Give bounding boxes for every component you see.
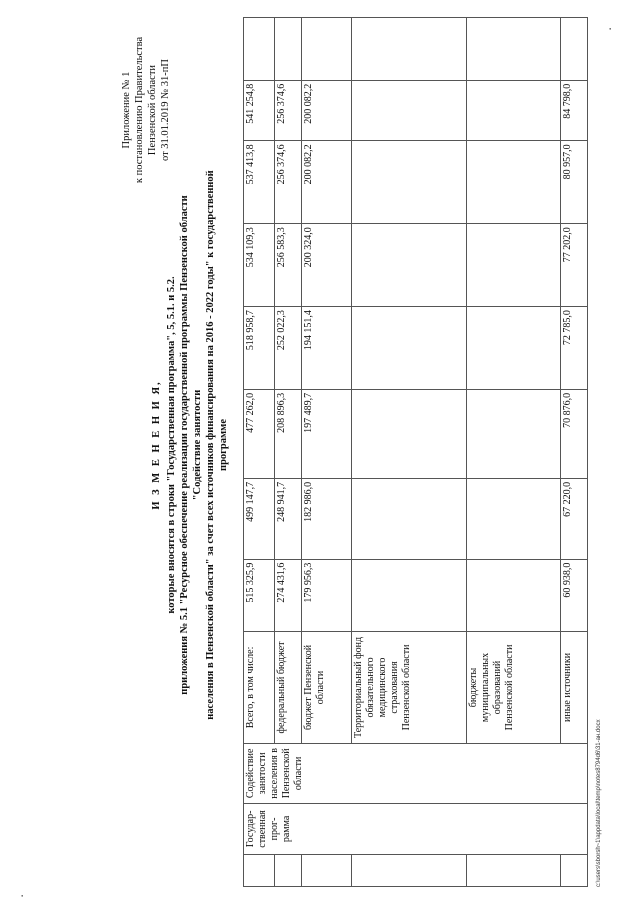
value-cell: 518 958,7 xyxy=(244,307,275,390)
value-cell: 80 957,0 xyxy=(560,141,587,224)
source-label: федеральный бюджет xyxy=(275,632,302,743)
value-cell: 200 082,2 xyxy=(302,80,351,141)
appendix-line-4: от 31.01.2019 № 31-пП xyxy=(160,58,171,162)
blank-cell xyxy=(275,18,302,81)
value-cell xyxy=(351,478,466,559)
value-cell xyxy=(467,307,560,390)
source-label: иные источники xyxy=(560,632,587,743)
value-cell: 179 956,3 xyxy=(302,559,351,632)
value-cell xyxy=(467,478,560,559)
value-cell: 197 489,7 xyxy=(302,389,351,478)
value-cell: 541 254,8 xyxy=(244,80,275,141)
blank-cell xyxy=(302,18,351,81)
value-cell: 84 798,0 xyxy=(560,80,587,141)
program-name-cell: Содействие занятости населения в Пензенской области xyxy=(244,743,588,804)
blank-cell xyxy=(351,18,466,81)
value-cell xyxy=(351,224,466,307)
header-line-4: населения в Пензенской области" за счет всех источников финансирования на 2016 - 2022 годы" к государственной программе xyxy=(205,170,229,720)
value-cell: 200 082,2 xyxy=(302,141,351,224)
value-cell: 274 431,6 xyxy=(275,559,302,632)
value-cell xyxy=(351,80,466,141)
blank-cell xyxy=(351,854,466,886)
value-cell: 256 374,6 xyxy=(275,80,302,141)
document-title: И З М Е Н Е Н И Я, xyxy=(151,380,162,510)
value-cell: 77 202,0 xyxy=(560,224,587,307)
value-cell xyxy=(467,224,560,307)
blank-cell xyxy=(244,18,275,81)
table-row xyxy=(244,18,275,887)
value-cell: 72 785,0 xyxy=(560,307,587,390)
value-cell xyxy=(351,307,466,390)
appendix-line-1: Приложение № 1 xyxy=(121,71,132,149)
funding-table xyxy=(243,17,588,887)
value-cell xyxy=(351,141,466,224)
source-label: Территориальный фонд обязательного медицинского страхования Пензенской области xyxy=(351,632,466,743)
value-cell: 477 262,0 xyxy=(244,389,275,478)
blank-cell xyxy=(467,854,560,886)
value-cell: 200 324,0 xyxy=(302,224,351,307)
appendix-line-3: Пензенской области xyxy=(147,64,158,156)
file-path: c:\users\sborsh~1\appdata\local\temp\notes8794d6\31-ан.docx xyxy=(596,719,602,887)
value-cell: 67 220,0 xyxy=(560,478,587,559)
value-cell: 194 151,4 xyxy=(302,307,351,390)
document-header xyxy=(150,165,230,725)
value-cell: 248 941,7 xyxy=(275,478,302,559)
value-cell: 70 876,0 xyxy=(560,389,587,478)
value-cell: 256 583,3 xyxy=(275,224,302,307)
appendix-line-2: к постановлению Правительства xyxy=(134,36,145,184)
header-line-3: приложения № 5.1 "Ресурсное обеспечение реализации государственной программы Пензенской области "Содействие занятости xyxy=(179,195,203,695)
value-cell xyxy=(467,80,560,141)
value-cell xyxy=(351,559,466,632)
value-cell xyxy=(467,559,560,632)
value-cell: 208 896,3 xyxy=(275,389,302,478)
value-cell xyxy=(467,389,560,478)
value-cell: 515 325,9 xyxy=(244,559,275,632)
blank-cell xyxy=(275,854,302,886)
blank-cell xyxy=(467,18,560,81)
value-cell xyxy=(467,141,560,224)
value-cell: 534 109,3 xyxy=(244,224,275,307)
blank-cell xyxy=(560,18,587,81)
source-label: Всего, в том числе: xyxy=(244,632,275,743)
status-cell: Государ-ственная прог-рамма xyxy=(244,804,588,855)
value-cell: 499 147,7 xyxy=(244,478,275,559)
source-label: бюджеты муниципальных образований Пензенской области xyxy=(467,632,560,743)
value-cell: 256 374,6 xyxy=(275,141,302,224)
value-cell: 252 022,3 xyxy=(275,307,302,390)
blank-cell xyxy=(560,854,587,886)
value-cell xyxy=(351,389,466,478)
source-label: бюджет Пензенской области xyxy=(302,632,351,743)
value-cell: 182 986,0 xyxy=(302,478,351,559)
corner-mark: ▪ xyxy=(20,894,26,897)
blank-cell xyxy=(302,854,351,886)
header-line-2: которые вносятся в строки "Государственная программа", 5, 5.1. и 5.2. xyxy=(166,276,177,614)
corner-mark: ▪ xyxy=(608,27,614,30)
value-cell: 60 938,0 xyxy=(560,559,587,632)
blank-cell xyxy=(244,854,275,886)
value-cell: 537 413,8 xyxy=(244,141,275,224)
